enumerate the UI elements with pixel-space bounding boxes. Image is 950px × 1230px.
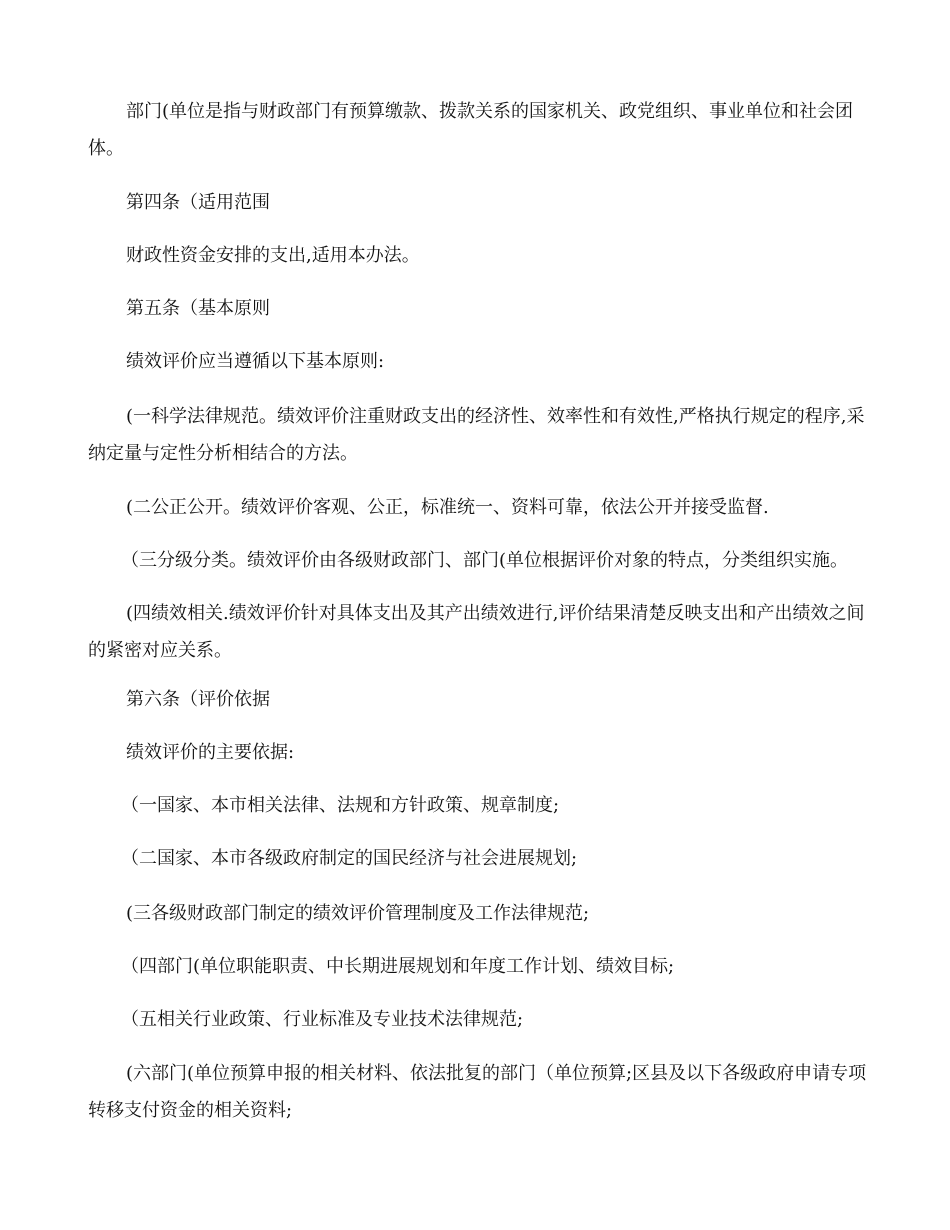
paragraph-principle-2: (二公正公开。绩效评价客观、公正，标准统一、资料可靠，依法公开并接受监督. [126,497,769,518]
paragraph-principles-intro: 绩效评价应当遵循以下基本原则: [126,351,385,372]
paragraph-principle-1: (一科学法律规范。绩效评价注重财政支出的经济性、效率性和有效性,严格执行规定的程序,采纳定量与定性分析相结合的方法。 [88,406,865,464]
paragraph-basis-5: （五相关行业政策、行业标准及专业技术法律规范; [121,1009,524,1030]
heading-article-5: 第五条（基本原则 [126,298,270,319]
paragraph-principle-4: (四绩效相关.绩效评价针对具体支出及其产出绩效进行,评价结果清楚反映支出和产出绩效之间的紧密对应关系。 [88,603,865,661]
paragraph-basis-1: （一国家、本市相关法律、法规和方针政策、规章制度; [121,795,560,816]
heading-article-6: 第六条（评价依据 [126,689,270,710]
paragraph-scope: 财政性资金安排的支出,适用本办法。 [126,245,420,266]
paragraph-principle-3: （三分级分类。绩效评价由各级财政部门、部门(单位根据评价对象的特点，分类组织实施。 [121,550,849,571]
paragraph-basis-4: （四部门(单位职能职责、中长期进展规划和年度工作计划、绩效目标; [121,956,675,977]
paragraph-unit-definition: 部门(单位是指与财政部门有预算缴款、拨款关系的国家机关、政党组织、事业单位和社会团体。 [88,101,854,159]
paragraph-basis-6: (六部门(单位预算申报的相关材料、依法批复的部门（单位预算;区县及以下各级政府申请专项转移支付资金的相关资料; [88,1063,867,1121]
paragraph-basis-2: （二国家、本市各级政府制定的国民经济与社会进展规划; [121,848,578,869]
paragraph-basis-3: (三各级财政部门制定的绩效评价管理制度及工作法律规范; [126,903,590,924]
heading-article-4: 第四条（适用范围 [126,192,270,213]
paragraph-basis-intro: 绩效评价的主要依据: [126,742,295,763]
